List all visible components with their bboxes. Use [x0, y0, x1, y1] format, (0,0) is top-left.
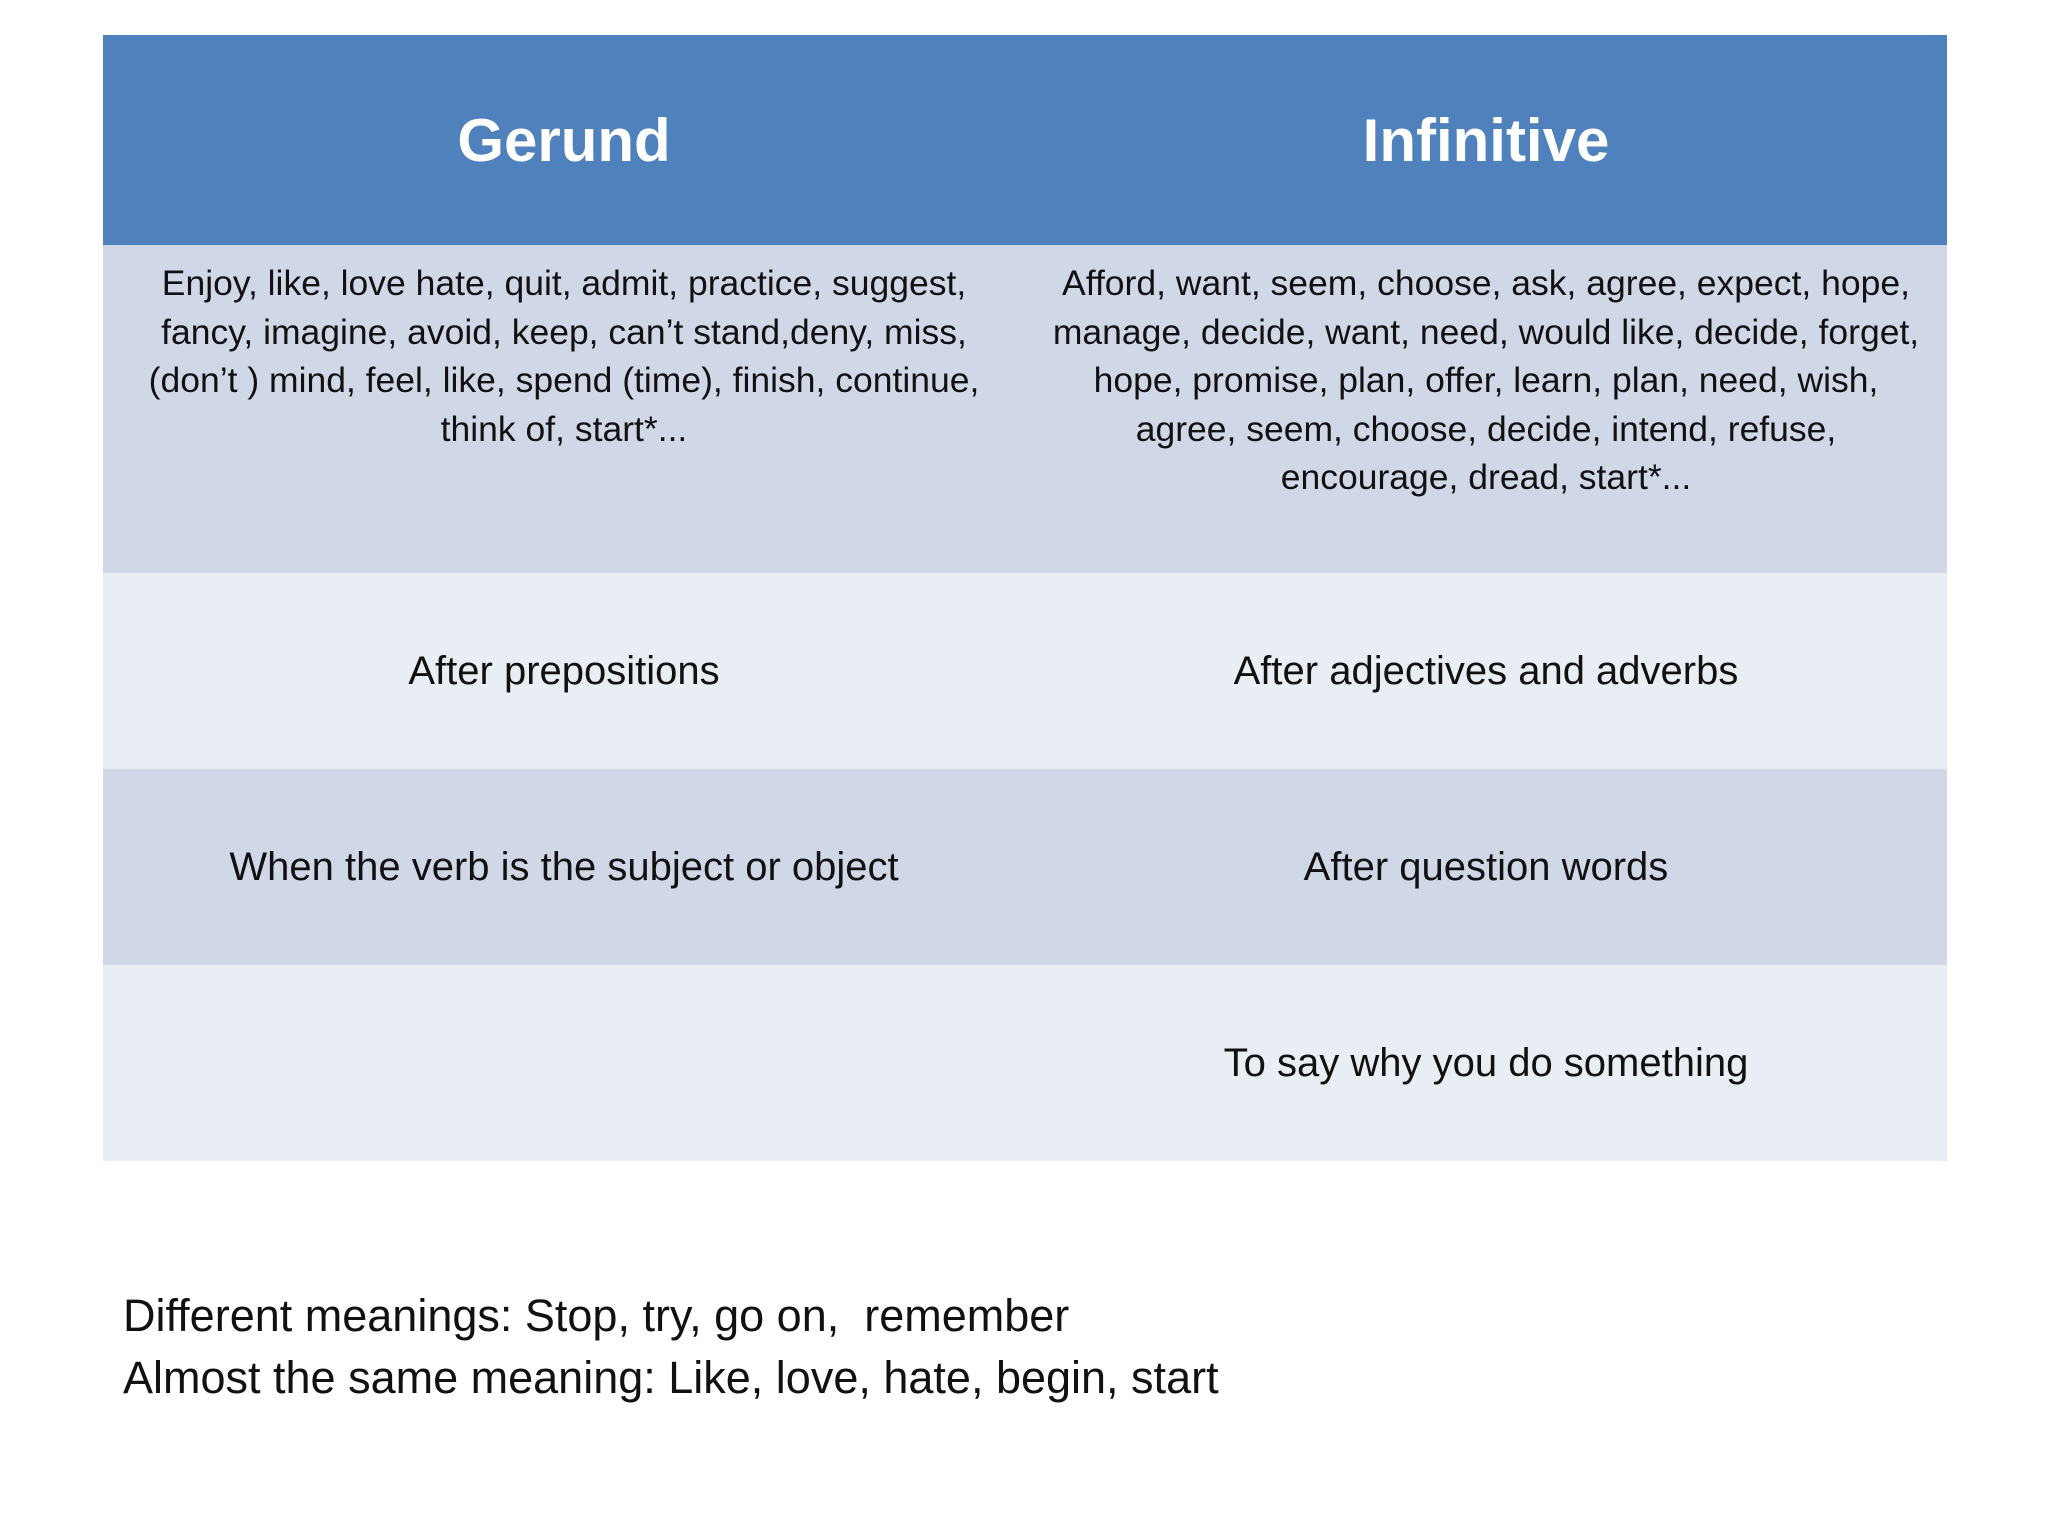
gerund-infinitive-table [103, 35, 1947, 1161]
table-row [103, 245, 1947, 573]
infinitive-rule-cell: After adjectives and adverbs [1025, 573, 1947, 769]
gerund-rule-cell: After prepositions [103, 573, 1025, 769]
table-row [103, 769, 1947, 965]
gerund-rule-cell: When the verb is the subject or object [103, 769, 1025, 965]
gerund-verbs-cell: Enjoy, like, love hate, quit, admit, practice, suggest, fancy, imagine, avoid, keep, can’t stand,deny, miss, (don’t ) mind, feel, like, spend (time), finish, continue, think of, start*... [103, 245, 1025, 573]
notes-block [123, 1285, 1219, 1409]
infinitive-rule-cell: After question words [1025, 769, 1947, 965]
infinitive-rule-cell: To say why you do something [1025, 965, 1947, 1161]
table-row [103, 965, 1947, 1161]
table-header-row [103, 35, 1947, 245]
header-infinitive: Infinitive [1025, 35, 1947, 245]
note-same-meaning: Almost the same meaning: Like, love, hate, begin, start [123, 1352, 1219, 1403]
header-gerund: Gerund [103, 35, 1025, 245]
gerund-rule-cell [103, 965, 1025, 1161]
table-row [103, 573, 1947, 769]
infinitive-verbs-cell: Afford, want, seem, choose, ask, agree, expect, hope, manage, decide, want, need, would like, decide, forget, hope, promise, plan, offer, learn, plan, need, wish, agree, seem, choose, decide, intend, refuse, encourage, dread, start*... [1025, 245, 1947, 573]
note-different-meanings: Different meanings: Stop, try, go on, remember [123, 1290, 1070, 1341]
